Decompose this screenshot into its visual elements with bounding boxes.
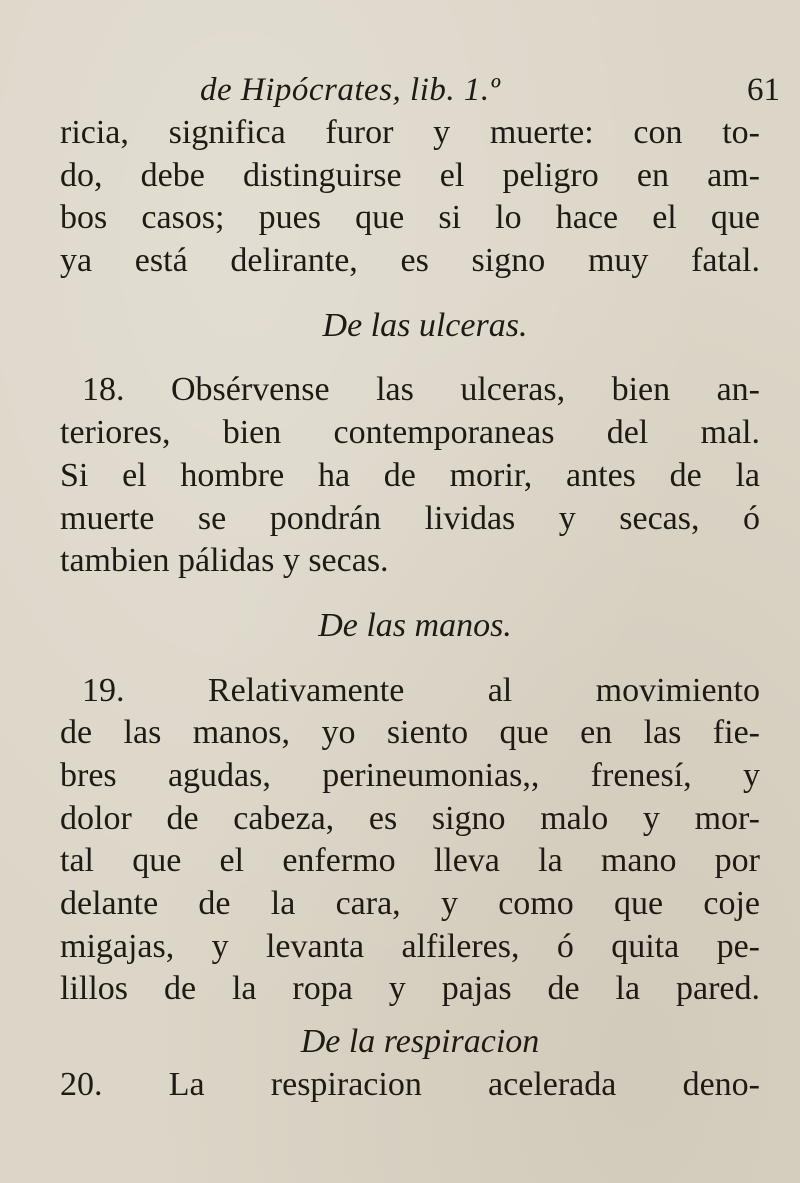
- body-text: [60, 112, 760, 1106]
- text-line: 18. Obsérvense las ulceras, bien an-: [82, 371, 760, 409]
- text-line: delante de la cara, y como que coje: [60, 885, 760, 922]
- text-line: 19. Relativamente al movimiento: [82, 671, 760, 709]
- paragraph-ulceras: [60, 369, 760, 582]
- text-line: ricia, significa furor y muerte: con to-: [60, 114, 760, 151]
- paragraph-manos: [60, 670, 760, 1012]
- text-line: 20. La respiracion acelerada deno-: [60, 1065, 760, 1103]
- text-line: muerte se pondrán lividas y secas, ó: [60, 499, 760, 537]
- text-line: dolor de cabeza, es signo malo y mor-: [60, 799, 760, 837]
- text-line: teriores, bien contemporaneas del mal.: [60, 414, 760, 452]
- text-line: migajas, y levanta alfileres, ó quita pe-: [60, 927, 760, 965]
- page-number: 61: [747, 72, 780, 108]
- text-line: tambien pálidas y secas.: [60, 542, 389, 580]
- section-heading-manos: De las manos.: [318, 606, 512, 644]
- text-line: ya está delirante, es signo muy fatal.: [60, 242, 760, 280]
- running-header: [0, 68, 800, 108]
- text-line: do, debe distinguirse el peligro en am-: [60, 156, 760, 194]
- section-heading-respiracion: De la respiracion: [300, 1023, 540, 1061]
- text-line: lillos de la ropa y pajas de la pared.: [60, 970, 760, 1008]
- running-title: de Hipócrates, lib. 1.º: [200, 72, 501, 108]
- text-line: tal que el enfermo lleva la mano por: [60, 842, 760, 880]
- section-heading-ulceras: De las ulceras.: [322, 306, 528, 344]
- paragraph-intro: [60, 112, 760, 283]
- text-line: bos casos; pues que si lo hace el que: [60, 199, 760, 237]
- text-line: bres agudas, perineumonias,, frenesí, y: [60, 756, 760, 794]
- paragraph-respiracion: [60, 1064, 760, 1107]
- text-line: de las manos, yo siento que en las fie-: [60, 714, 760, 752]
- text-line: Si el hombre ha de morir, antes de la: [60, 456, 760, 494]
